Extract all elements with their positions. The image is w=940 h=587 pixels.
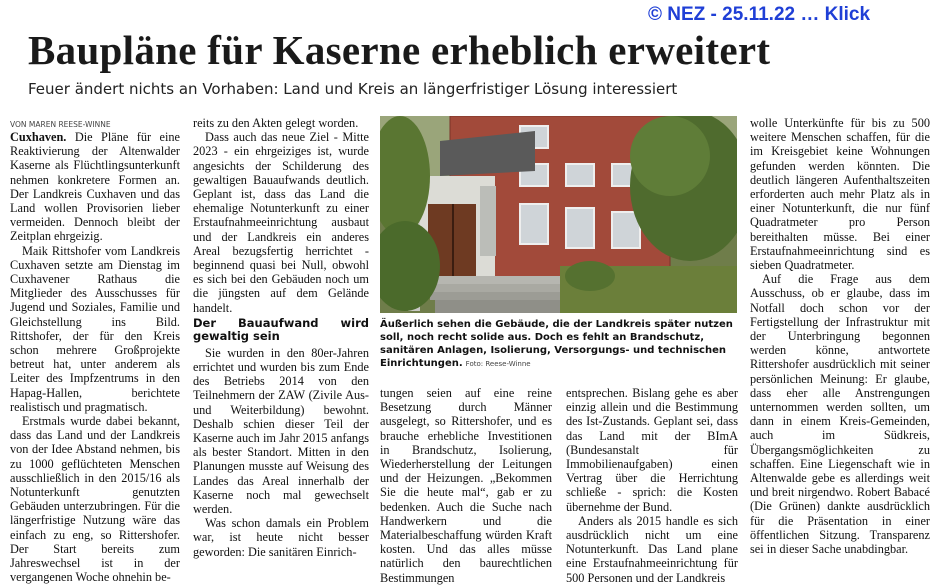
article-column-2 (193, 116, 369, 587)
headline: Baupläne für Kaserne erheblich erweitert (28, 27, 771, 73)
paragraph: wolle Unterkünfte für bis zu 500 weitere Menschen schaffen, für die im Kreisgebiet keine Wohnungen gefunden werden könnten. Die deutlich längeren Aufenthaltszeiten erforderten auch mehr Platz als in einer Notunterkunft, die nur fünf Quadratmeter pro Person bereithalten müsse. Bei einer Erstaufnahmeeinrichtung sind es sieben Quadratmeter. (750, 116, 930, 273)
paragraph: Auf die Frage aus dem Ausschuss, ob er glaube, dass im Notfall doch schon vor der Fertigstellung der Infrastruktur mit der Unterbringung begonnen werden könne, antwortete Rittershofer ausdrücklich mit seiner persönlichen Meinung: Er glaube, dass eher alle Anstrengungen unternommen werden sollten, um dann in einem Kreis-Gemeinden, auch im Südkreis, Übergangsmöglichkeiten zu schaffen. Eine Liegenschaft wie in Altenwalde gebe es allerdings weit und breit nirgendwo. Robert Babacé (Die Grünen) dankte ausdrücklich für die Präsentation in einer öffentlichen Sitzung. Transparenz sei in dieser Sache unabdingbar. (750, 272, 930, 557)
article-column-3 (380, 386, 552, 587)
paragraph: reits zu den Akten gelegt worden. (193, 116, 359, 130)
section-heading: Der Bauaufwand wird gewaltig sein (193, 315, 369, 343)
paragraph: Was schon damals ein Problem war, ist heute nicht besser geworden: Die sanitären Einrich- (193, 516, 369, 559)
barracks-building-photo (380, 116, 737, 313)
paragraph: tungen seien auf eine reine Besetzung durch Männer ausgelegt, so Rittershofer, und es brauche erhebliche Investitionen in Brandschutz, Isolierung, Wiederherstellung der Leitungen und der Heizungen. „Bekommen Sie die heute mal“, gab er zu bedenken. Auch die Suche nach Handwerkern und die Materialbeschaffung würden Kraft kosten. Und das alles müsse natürlich den baurechtlichen Bestimmungen (380, 386, 552, 585)
paragraph: Sie wurden in den 80er-Jahren errichtet und wurden bis zum Ende des Betriebs 2014 von den Teilnehmern der ZAW (Zivile Aus- und Weiterbildung) bewohnt. Deshalb schien dieser Teil der Kaserne auch im Jahr 2015 anfangs als bester Standort. Mitten in den Planungen musste auf Weisung des Landes das Areal innerhalb der Kaserne noch mal gewechselt werden. (193, 345, 369, 517)
photo-credit: Foto: Reese-Winne (465, 360, 531, 368)
paragraph: Dass auch das neue Ziel - Mitte 2023 - ein ehrgeiziges ist, wurde angesichts der Schilderung des gewaltigen Bauaufwands deutlich. Geplant ist, dass das Land die ehemalige Notunterkunft zu einer Erstaufnahmeeinrichtung ausbaut und der Landkreis ein anderes Areal bezugsfertig herrichtet - beginnend quasi bei Null, obwohl es sich bei den Gebäuden noch um die jüngsten auf dem Gelände handelt. (193, 130, 369, 315)
dateline: Cuxhaven. (10, 130, 67, 144)
article-photo (380, 116, 737, 313)
article-column-5 (750, 116, 930, 587)
paragraph (10, 130, 180, 244)
byline: VON MAREN REESE-WINNE (10, 120, 111, 129)
subheadline: Feuer ändert nichts an Vorhaben: Land und Kreis an längerfristiger Lösung interessiert (28, 80, 678, 98)
source-credit-link[interactable]: © NEZ - 25.11.22 … Klick (648, 4, 871, 25)
article-column-4 (566, 386, 738, 587)
paragraph-text: Die Pläne für eine Reaktivierung der Altenwalder Kaserne als Flüchtlingsunterkunft nehmen konkretere Formen an. Der Landkreis Cuxhaven und das Land wollen Provisorien lieber vermeiden. Dennoch bleibt der Zeitplan ehrgeizig. (10, 130, 180, 244)
photo-caption (380, 318, 740, 371)
caption-text: Äußerlich sehen die Gebäude, die der Landkreis später nutzen soll, noch recht solide aus. Doch es fehlt an Brandschutz, sanitären Anlagen, Isolierung, Versorgungs- und technischen Einrichtungen. (380, 319, 733, 369)
paragraph: Maik Rittshofer vom Landkreis Cuxhaven setzte am Dienstag im Cuxhavener Rathaus die Mitglieder des Ausschusses für Jugend und Soziales, Familie und Gleichstellung ins Bild. Rittshofer, der für den Kreis schon mehrere Großprojekte betreut hat, unter anderem als Leiter des Impfzentrums in den Hapag-Hallen, berichtete realistisch und pragmatisch. (10, 243, 180, 414)
paragraph: Anders als 2015 handle es sich ausdrücklich nicht um eine Notunterkunft. Das Land plane eine Erstaufnahmeeinrichtung für 500 Personen und der Landkreis (566, 513, 738, 585)
paragraph: entsprechen. Bislang gehe es aber einzig allein und die Bestimmung des Ist-Zustands. Geplant sei, dass das Land mit der BImA (Bundesanstalt für Immobilienaufgaben) einen Vertrag über die Herrichtung schließe - sprich: die Kosten übernehme der Bund. (566, 386, 738, 514)
article-column-1 (10, 130, 180, 587)
paragraph: Erstmals wurde dabei bekannt, dass das Land und der Landkreis von der Idee Abstand nehmen, bis zu 1000 geflüchteten Menschen ausschließlich in den 2015/16 als Notunterkunft genutzten Gebäuden unterzubringen. Für die längerfristige Nutzung wäre das einfach zu eng, so Rittershofer. Der Start bereits zum Jahreswechsel ist in der vergangenen Woche ohnehin be- (10, 414, 180, 585)
